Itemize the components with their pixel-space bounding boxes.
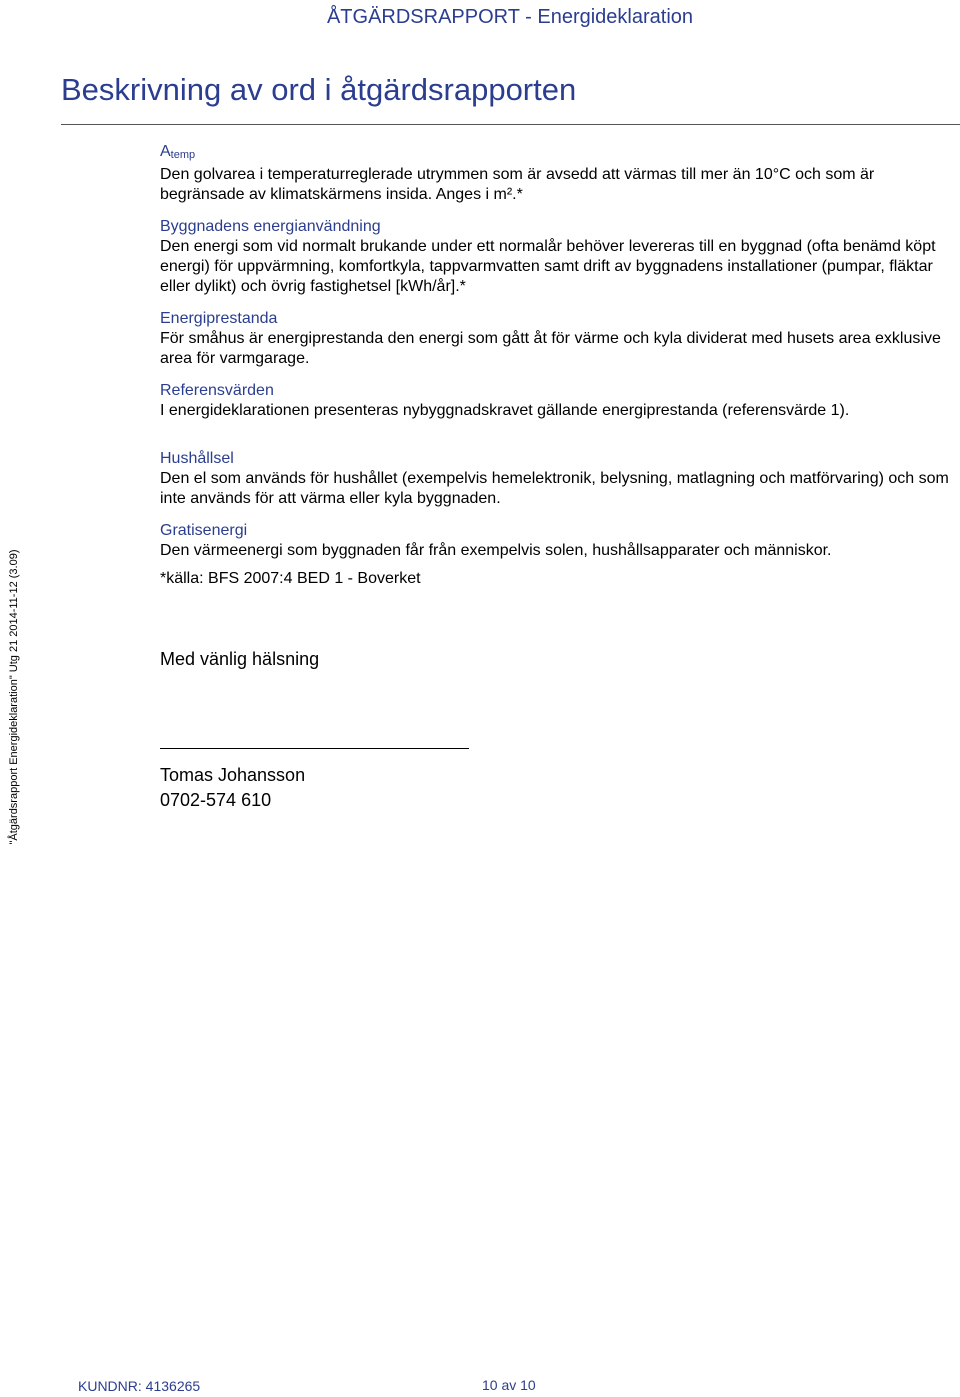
- signature-line: [160, 748, 469, 749]
- term-definition: För småhus är energiprestanda den energi som gått åt för värme och kyla dividerat med husets area exklusive area för varmgarage.: [160, 330, 941, 367]
- vertical-document-version: "Åtgärdsrapport Energideklaration" Utg 21 2014-11-12 (3.09): [8, 549, 20, 845]
- term-subscript: temp: [170, 149, 196, 161]
- report-header-title: ÅTGÄRDSRAPPORT - Energideklaration: [326, 6, 694, 28]
- term-definition: Den värmeenergi som byggnaden får från exempelvis solen, hushållsapparater och människor.: [160, 542, 832, 559]
- signer-name: Tomas Johansson: [160, 765, 306, 785]
- term-entry-energiprestanda: [160, 309, 958, 369]
- customer-number: KUNDNR: 4136265: [78, 1378, 201, 1394]
- term-heading: Energiprestanda: [160, 310, 278, 327]
- term-entry-gratisenergi: [160, 521, 958, 561]
- closing-greeting: Med vänlig hälsning: [160, 649, 320, 669]
- term-definition: Den el som används för hushållet (exempelvis hemelektronik, belysning, matlagning och matförvaring) och som inte används för att värma eller kyla byggnaden.: [160, 470, 949, 507]
- term-entry-energianvandning: [160, 217, 958, 297]
- term-entry-referensvarden: [160, 381, 958, 421]
- term-heading: Byggnadens energianvändning: [160, 218, 381, 235]
- term-heading: Gratisenergi: [160, 522, 248, 539]
- term-heading: Referensvärden: [160, 382, 274, 399]
- term-list: [160, 142, 958, 573]
- term-definition: Den golvarea i temperaturreglerade utrymmen som är avsedd att värmas till mer än 10°C och som är begränsade av klimatskärmens insida. Anges i m².*: [160, 166, 875, 203]
- term-entry-hushallsel: [160, 449, 958, 509]
- term-heading: Hushållsel: [160, 450, 234, 467]
- source-note: *källa: BFS 2007:4 BED 1 - Boverket: [160, 570, 421, 587]
- term-label: A: [160, 143, 171, 160]
- title-divider: [61, 124, 960, 125]
- page-title: Beskrivning av ord i åtgärdsrapporten: [61, 72, 577, 107]
- term-definition: I energideklarationen presenteras nybyggnadskravet gällande energiprestanda (referensvärde 1).: [160, 402, 850, 419]
- term-heading: [160, 142, 958, 165]
- term-entry-atemp: [160, 142, 958, 205]
- signer-phone: 0702-574 610: [160, 790, 272, 810]
- page-number: 10 av 10: [482, 1377, 536, 1393]
- term-definition: Den energi som vid normalt brukande under ett normalår behöver levereras till en byggnad (ofta benämd köpt energi) för uppvärmning, komfortkyla, tappvarmvatten samt drift av byggnadens installationer (pumpar, fläktar eller dylikt) och övrig fastighetsel [kWh/år].*: [160, 238, 936, 295]
